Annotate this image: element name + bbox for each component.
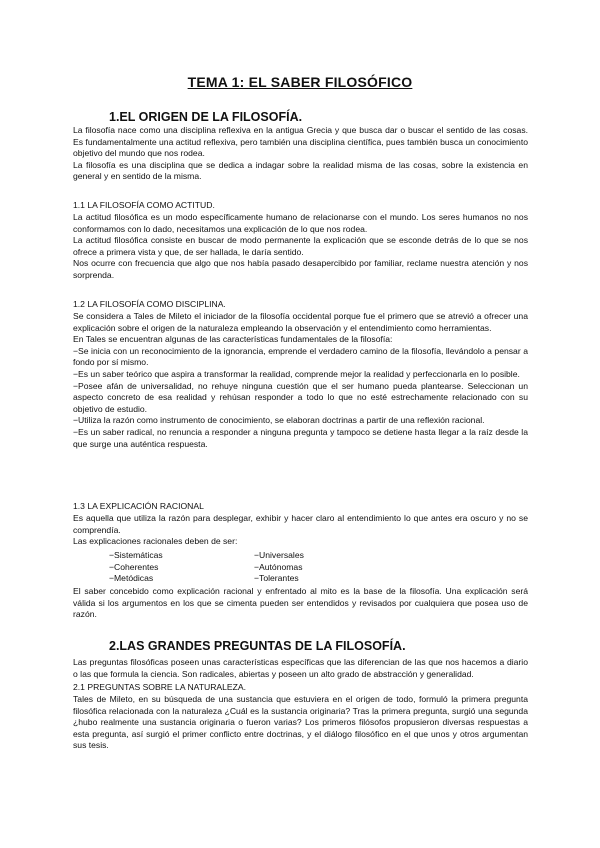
list-item: −Se inicia con un reconocimiento de la ignorancia, emprende el verdadero camino de la filosofía, llevándolo a pensar a fondo por sí mismo.: [73, 345, 528, 368]
list-row: [109, 573, 409, 585]
subsection-1-3-conclusion: [73, 586, 528, 621]
list-item: −Posee afán de universalidad, no rehuye ninguna cuestión que el ser humano pueda plantearse. Seleccionan un aspecto concreto de esa realidad y rehúsan responder a todo lo que no esté estrechamente relacionado con su objetivo de estudio.: [73, 380, 528, 414]
paragraph: En Tales se encuentran algunas de las características fundamentales de la filosofía:: [73, 334, 393, 345]
paragraph: La filosofía nace como una disciplina reflexiva en la antigua Grecia y que busca dar o buscar el sentido de las cosas. Es fundamentalmente una actitud reflexiva, pero también una disciplina científica, pues también busca un conocimiento objetivo del mundo que nos rodea.: [73, 125, 528, 159]
list-item: −Autónomas: [254, 561, 303, 572]
section-2-intro: [73, 657, 528, 680]
paragraph: El saber concebido como explicación racional y enfrentado al mito es la base de la filosofía. Una explicación será válida si los argumentos en los que se cimenta pueden ser entendidos y revisados por cualquiera que posea uso de razón.: [73, 586, 528, 620]
subsection-1-3-heading: 1.3 LA EXPLICACIÓN RACIONAL: [73, 501, 204, 511]
list-item: −Metódicas: [109, 573, 154, 584]
subsection-1-1-body: [73, 212, 528, 282]
paragraph: La filosofía es una disciplina que se dedica a indagar sobre la realidad misma de las cosas, sobre la existencia en general y en sentido de la misma.: [73, 159, 528, 182]
section-1-intro: [73, 125, 528, 183]
subsection-2-1-body: [73, 694, 528, 752]
list-item: −Es un saber teórico que aspira a transformar la realidad, comprende mejor la realidad y perfeccionarla en lo posible.: [73, 368, 520, 379]
subsection-1-1-heading: 1.1 LA FILOSOFÍA COMO ACTITUD.: [73, 200, 215, 210]
paragraph: Nos ocurre con frecuencia que algo que nos había pasado desapercibido por familiar, reclame nuestra atención y nos sorprenda.: [73, 258, 528, 280]
section-2-heading: 2.LAS GRANDES PREGUNTAS DE LA FILOSOFÍA.: [109, 639, 406, 653]
subsection-1-2-heading: 1.2 LA FILOSOFÍA COMO DISCIPLINA.: [73, 299, 226, 309]
subsection-2-1-heading: 2.1 PREGUNTAS SOBRE LA NATURALEZA.: [73, 682, 247, 692]
subsection-1-2-body: [73, 311, 528, 450]
list-row: [109, 562, 409, 574]
paragraph: Las preguntas filosóficas poseen unas características específicas que las diferencian de las que nos hacemos a diario o las que formula la ciencia. Son radicales, abiertas y poseen un alto grado de abstracción y generalidad.: [73, 657, 528, 679]
list-item: −Tolerantes: [254, 573, 299, 584]
requirements-list: [109, 550, 409, 585]
paragraph: Tales de Mileto, en su búsqueda de una sustancia que estuviera en el origen de todo, formuló la primera pregunta filosófica relacionada con la naturaleza ¿Cuál es la sustancia originaria? Tras la primera pregunta, surgió una segunda ¿hubo realmente una sustancia originaria o fueron varias? Los primeros filósofos propusieron diversas respuestas a esta pregunta, así surgió el primer conflicto entre doctrinas, y el diálogo filosófico en el que unos y otros argumentan sus tesis.: [73, 694, 528, 751]
paragraph: Es aquella que utiliza la razón para desplegar, exhibir y hacer claro al entendimiento lo que antes era oscuro y no se comprendía.: [73, 513, 528, 535]
list-item: −Sistemáticas: [109, 550, 163, 560]
paragraph: Se considera a Tales de Mileto el iniciador de la filosofía occidental porque fue el primero que se atrevió a ofrecer una explicación sobre el origen de la naturaleza empleando la observación y el entendimiento como herramientas.: [73, 311, 528, 333]
paragraph: Las explicaciones racionales deben de ser:: [73, 536, 238, 547]
paragraph: La actitud filosófica consiste en buscar de modo permanente la explicación que se esconde detrás de lo que se nos ofrece a primera vista y que, de ser hallada, le daría sentido.: [73, 235, 528, 257]
list-item: −Universales: [254, 550, 304, 560]
section-1-heading: 1.EL ORIGEN DE LA FILOSOFÍA.: [109, 110, 303, 124]
subsection-1-3-body: [73, 513, 528, 548]
list-item: −Utiliza la razón como instrumento de conocimiento, se elaboran doctrinas a partir de una reflexión racional.: [73, 415, 485, 426]
list-item: −Es un saber radical, no renuncia a responder a ninguna pregunta y tampoco se detiene hasta llegar a la raíz desde la que surge una auténtica respuesta.: [73, 426, 528, 449]
document-title: TEMA 1: EL SABER FILOSÓFICO: [187, 74, 413, 90]
list-item: −Coherentes: [109, 561, 159, 572]
paragraph: La actitud filosófica es un modo específicamente humano de relacionarse con el mundo. Los seres humanos no nos conformamos con lo dado, necesitamos una explicación de lo que nos rodea.: [73, 212, 528, 234]
list-row: [109, 550, 409, 562]
